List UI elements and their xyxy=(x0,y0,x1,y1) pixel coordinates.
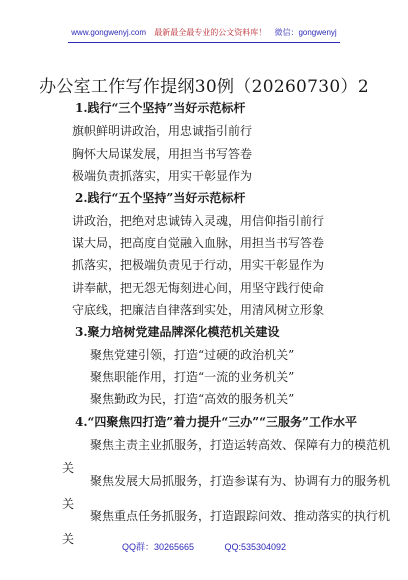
body-line: 关 xyxy=(62,497,75,511)
body-line: 聚焦发展大局抓服务，打造参谋有为、协调有力的服务机 xyxy=(90,474,391,488)
body-line: 守底线，把廉洁自律落到实处，用清风树立形象 xyxy=(72,303,325,317)
body-line: 关 xyxy=(62,532,75,546)
body-line: 关 xyxy=(62,461,75,475)
header-wechat: 微信：gongwenyj xyxy=(274,28,337,37)
body-line: 聚焦职能作用，打造“一流的业务机关” xyxy=(90,370,295,384)
body-line: 聚焦重点任务抓服务，打造跟踪问效、推动落实的执行机 xyxy=(90,509,391,523)
body-line: 讲政治，把绝对忠诚铸入灵魂，用信仰指引前行 xyxy=(72,214,325,228)
document-title: 办公室工作写作提纲30例（20260730）2 xyxy=(39,77,369,97)
footer-qq: QQ:535304092 xyxy=(224,542,287,552)
body-line: 谋大局，把高度自觉融入血脉，用担当书写答卷 xyxy=(72,236,325,250)
footer-qq-group: QQ群：30265665 xyxy=(121,542,194,552)
section-heading: 4.“四聚焦四打造”着力提升“三办”“三服务”工作水平 xyxy=(75,415,357,429)
header-website[interactable]: www.gongwenyj.com xyxy=(71,28,146,37)
page-footer xyxy=(0,540,408,553)
body-line: 聚焦党建引领，打造“过硬的政治机关” xyxy=(90,348,295,362)
section-heading: 2.践行“五个坚持”当好示范标杆 xyxy=(75,191,246,205)
section-heading: 1.践行“三个坚持”当好示范标杆 xyxy=(75,101,246,115)
body-line: 讲奉献，把无怨无悔刻进心间，用坚守践行使命 xyxy=(72,281,325,295)
body-line: 聚焦主责主业抓服务，打造运转高效、保障有力的模范机 xyxy=(90,438,391,452)
header-slogan: 最新最全最专业的公文资料库！ xyxy=(154,28,267,37)
body-line: 聚焦勤政为民，打造“高效的服务机关” xyxy=(90,392,295,406)
section-heading: 3.聚力培树党建品牌深化模范机关建设 xyxy=(75,325,280,339)
body-line: 胸怀大局谋发展，用担当书写答卷 xyxy=(72,147,253,161)
body-line: 旗帜鲜明讲政治，用忠诚指引前行 xyxy=(72,124,253,138)
body-line: 抓落实，把极端负责见于行动，用实干彰显作为 xyxy=(72,258,325,272)
body-line: 极端负责抓落实，用实干彰显作为 xyxy=(72,169,253,183)
